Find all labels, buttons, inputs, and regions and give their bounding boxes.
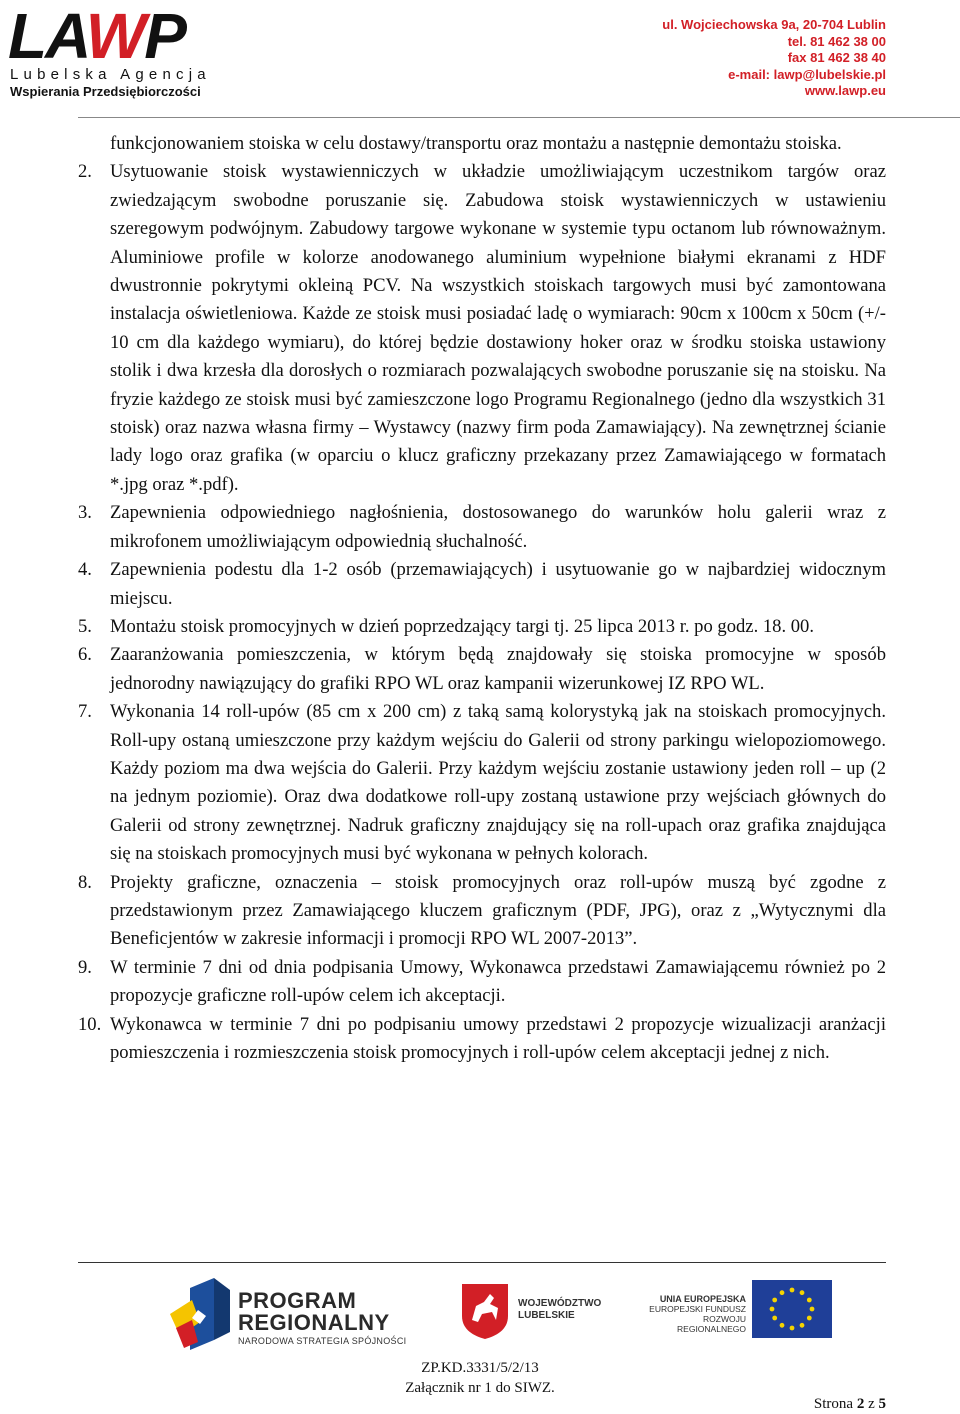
document-body: [78, 130, 886, 1067]
logo-subtitle-2: Wspierania Przedsiębiorczości: [10, 84, 201, 99]
program-regionalny-emblem-icon: [170, 1270, 236, 1356]
list-item: 5. Montażu stoisk promocyjnych w dzień poprzedzający targi tj. 25 lipca 2013 r. po godz. 18. 00.: [78, 615, 814, 637]
contact-website[interactable]: www.lawp.eu: [804, 83, 886, 98]
wojewodztwo-lubelskie-logo: [460, 1282, 610, 1342]
coat-of-arms-icon: [460, 1282, 510, 1340]
attachment-label: Załącznik nr 1 do SIWZ.: [405, 1380, 555, 1396]
requirements-list: [78, 158, 886, 1067]
list-item: 6. Zaaranżowania pomieszczenia, w którym będą znajdowały się stoiska promocyjne w sposób jednorodny nawiązujący do grafiki RPO WL oraz kampanii wizerunkowej IZ RPO WL.: [78, 644, 886, 694]
contact-address: ul. Wojciechowska 9a, 20-704 Lublin: [662, 17, 886, 32]
lawp-logo: [8, 0, 218, 100]
list-item: 3. Zapewnienia odpowiedniego nagłośnienia, dostosowanego do warunków holu galerii wraz z mikrofonem umożliwiającym odpowiednią słuchalność.: [78, 502, 886, 552]
case-number: ZP.KD.3331/5/2/13: [421, 1360, 539, 1376]
program-subtitle: NARODOWA STRATEGIA SPÓJNOŚCI: [238, 1336, 407, 1346]
funding-logos: [0, 1262, 960, 1362]
footer-reference: [0, 1358, 960, 1398]
list-item: 2. Usytuowanie stoisk wystawienniczych w układzie umożliwiającym uczestnikom targów oraz zwiedzającym swobodne poruszanie się. Zabudowa stoisk wystawienniczych w ustawieniu szeregowym podwójnym. Zabudowy targowe wykonane w systemie typu octanom lub równoważnym. Aluminiowe profile w kolorze anodowanego aluminium wypełnione białymi ekranami z HDF dwustronnie pokrytymi okleiną PCV. Na wszystkich stoiskach targowych musi być zamontowana instalacja oświetleniowa. Każde ze stoisk musi posiadać ladę o wymiarach: 90cm x 100cm x 50cm (+/- 10 cm dla każdego wymiaru), do której będzie dostawiony hoker oraz w środku stoiska ustawiony stolik i dwa krzesła dla dorosłych o rozmiarach pozwalających swobodne poruszanie się na stoisku. Na fryzie każdego ze stoisk musi być zamieszczone logo Programu Regionalnego (jedno dla wszystkich 31 stoisk) oraz nazwa własna firmy – Wystawcy (nazwy firm poda Zamawiający). Na zewnętrznej ścianie lady logo oraz grafika (w oparciu o klucz graficzny przekazany przez Zamawiającego w formatach *.jpg oraz *.pdf).: [78, 161, 886, 495]
eu-text: UNIA EUROPEJSKA EUROPEJSKI FUNDUSZ ROZWOJU REGIONALNEGO: [649, 1294, 746, 1334]
page-number: Strona 2 z 5: [813, 1396, 886, 1412]
logo-wordmark: LAWP: [8, 0, 185, 72]
contact-fax: fax 81 462 38 40: [787, 50, 886, 65]
header-divider: [78, 117, 960, 118]
list-item: 7. Wykonania 14 roll-upów (85 cm x 200 cm) z taką samą kolorystyką jak na stoiskach promocyjnych. Roll-upy ostaną umieszczone przy każdym wejściu do Galerii od strony parkingu wielopoziomowego. Każdy poziom ma dwa wejścia do Galerii. Przy każdym wejściu zostanie ustawiony jeden roll – up (2 na jednym poziomie). Oraz dwa dodatkowe roll-upy zostaną ustawione przy wejściach głównych do Galerii od strony zewnętrznej. Nadruk graficzny znajdujący się na roll-upach oraz grafika znajdująca się na stoiskach promocyjnych musi być wykonana w pełnych kolorach.: [78, 701, 886, 865]
list-item: 4. Zapewnienia podestu dla 1-2 osób (przemawiających) i usytuowanie go w najbardziej widocznym miejscu.: [78, 559, 886, 609]
list-item: 9. W terminie 7 dni od dnia podpisania Umowy, Wykonawca przedstawi Zamawiającemu również po 2 propozycje graficzne roll-upów celem ich akceptacji.: [78, 956, 886, 1007]
program-regionalny-logo: [170, 1270, 407, 1358]
logo-subtitle-1: Lubelska Agencja: [10, 66, 211, 83]
list-item: 10. Wykonawca w terminie 7 dni po podpisaniu umowy przedstawi 2 propozycje wizualizacji aranżacji pomieszczenia i rozmieszczenia stoisk promocyjnych i roll-upów celem akceptacji jednej z nich.: [78, 1013, 886, 1063]
list-item: 8. Projekty graficzne, oznaczenia – stoisk promocyjnych oraz roll-upów muszą być zgodne z przedstawionym przez Zamawiającego kluczem graficznym (PDF, JPG), oraz z „Wytycznymi dla Beneficjentów w zakresie informacji i promocji RPO WL 2007-2013”.: [78, 871, 886, 950]
letterhead: [0, 0, 960, 118]
eu-flag-icon: [752, 1280, 832, 1338]
contact-block: [662, 17, 886, 100]
intro-paragraph: funkcjonowaniem stoiska w celu dostawy/transportu oraz montażu a następnie demontażu stoiska.: [110, 133, 842, 154]
contact-email[interactable]: e-mail: lawp@lubelskie.pl: [728, 66, 886, 82]
wojewodztwo-text: WOJEWÓDZTWO LUBELSKIE: [518, 1298, 602, 1321]
contact-tel: tel. 81 462 38 00: [787, 33, 886, 49]
program-title: PROGRAM REGIONALNY: [238, 1288, 390, 1335]
eu-logo: [636, 1280, 836, 1346]
